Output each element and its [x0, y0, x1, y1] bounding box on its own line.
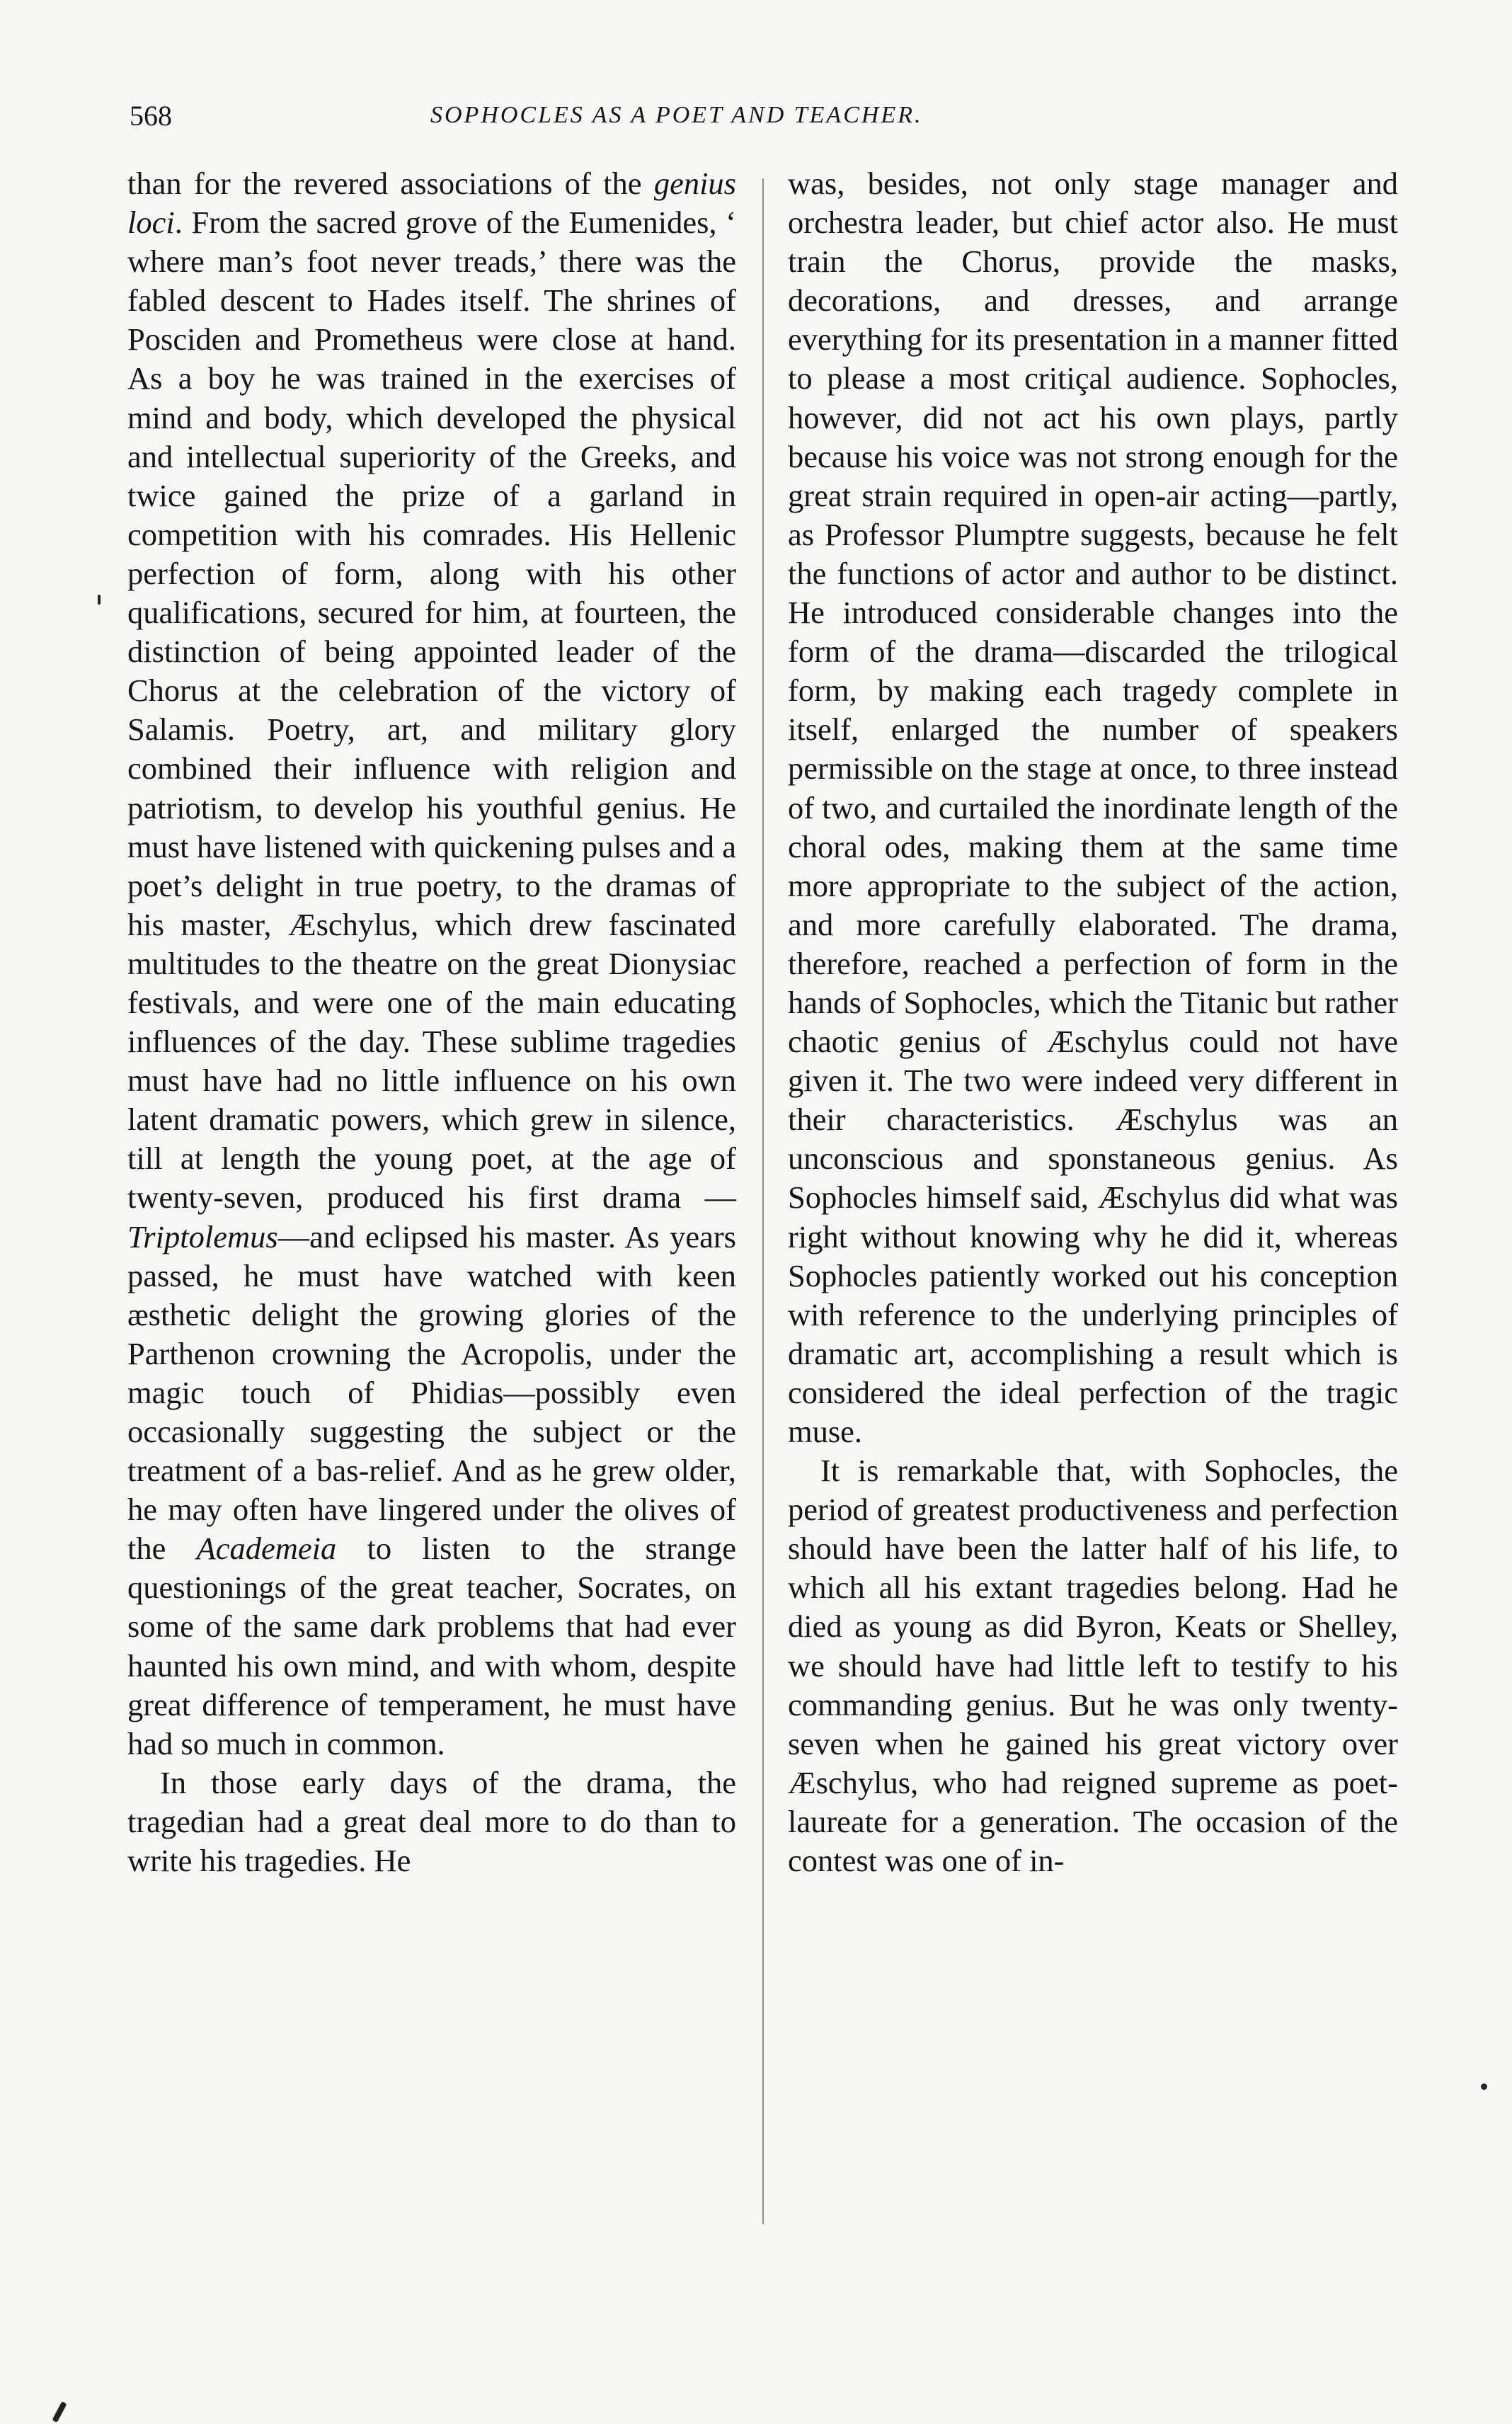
left-column	[127, 164, 736, 1880]
page-header	[130, 99, 1382, 142]
ink-speck	[98, 595, 101, 605]
italic-place-academeia: Academeia	[196, 1531, 337, 1567]
ink-speck	[1481, 2083, 1487, 2090]
italic-phrase-genius-loci: genius loci	[127, 166, 736, 241]
left-paragraph-1	[127, 164, 736, 1763]
right-paragraph-2: It is remarkable that, with Sophocles, the period of greatest productiveness and perfection should have been the latter half of his life, to which all his extant tragedies belong. Had he died as young as did Byron, Keats or Shelley, we should have had little left to testify to his commanding genius. But he was only twenty-seven when he gained his great victory over Æschylus, who had reigned supreme as poet-laureate for a generation. The occasion of the contest was one of in-	[788, 1453, 1398, 1879]
running-title: SOPHOCLES AS A POET AND TEACHER.	[430, 102, 923, 128]
text-run: to listen to the strange questionings of the great teacher, Socrates, on some of the same dark problems that had ever haunted his own mind, and with whom, despite great difference of temperament, he must have had so much in common.	[127, 1531, 736, 1761]
column-divider	[762, 178, 764, 2224]
text-run: than for the revered associations of the	[127, 166, 654, 201]
page-number: 568	[130, 100, 172, 132]
right-paragraph-1: was, besides, not only stage manager and orchestra leader, but chief actor also. He must train the Chorus, provide the masks, decorations, and dresses, and arrange everything for its presentation in a manner fitted to please a most critiçal audience. Sophocles, however, did not act his own plays, partly because his voice was not strong enough for the great strain required in open-air acting—partly, as Professor Plumptre suggests, because he felt the functions of actor and author to be distinct. He introduced considerable changes into the form of the drama—discarded the trilogical form, by making each tragedy complete in itself, enlarged the number of speakers permissible on the stage at once, to three instead of two, and curtailed the inordinate length of the choral odes, making them at the same time more appropriate to the subject of the action, and more carefully elaborated. The drama, therefore, reached a perfection of form in the hands of Sophocles, which the Titanic but rather chaotic genius of Æschylus could not have given it. The two were indeed very different in their characteristics. Æschylus was an unconscious and sponstaneous genius. As Sophocles himself said, Æschylus did what was right without knowing why he did it, whereas Sophocles patiently worked out his conception with reference to the underlying principles of dramatic art, accomplishing a result which is considered the ideal perfection of the tragic muse.	[788, 166, 1398, 1449]
right-column	[788, 164, 1398, 1880]
italic-title-triptolemus: Triptolemus	[127, 1218, 278, 1254]
left-paragraph-2: In those early days of the drama, the tragedian had a great deal more to do than to write his tragedies. He	[127, 1764, 736, 1879]
text-run: —and eclipsed his master. As years passed, he must have watched with keen æsthetic delight the growing glories of the Parthenon crowning the Acropolis, under the magic touch of Phidias—possibly even occasionally suggesting the subject or the treatment of a bas-relief. And as he grew older, he may often have lingered under the olives of the	[127, 1218, 736, 1567]
text-run: . From the sacred grove of the Eumenides, ‘ where man’s foot never treads,’ there was the fabled descent to Hades itself. The shrines of Posciden and Prometheus were close at hand. As a boy he was trained in the exercises of mind and body, which developed the physical and intellectual superiority of the Greeks, and twice gained the prize of a garland in competition with his comrades. His Hellenic perfection of form, along with his other qualifications, secured for him, at fourteen, the distinction of being appointed leader of the Chorus at the celebration of the victory of Salamis. Poetry, art, and military glory combined their influence with religion and patriotism, to develop his youthful genius. He must have listened with quickening pulses and a poet’s delight in true poetry, to the dramas of his master, Æschylus, which drew fascinated multitudes to the theatre on the great Dionysiac festivals, and were one of the main educating influences of the day. These sublime tragedies must have had no little influence on his own latent dramatic powers, which grew in silence, till at length the young poet, at the age of twenty-seven, produced his first drama —	[127, 205, 736, 1216]
ink-speck	[52, 2401, 67, 2423]
